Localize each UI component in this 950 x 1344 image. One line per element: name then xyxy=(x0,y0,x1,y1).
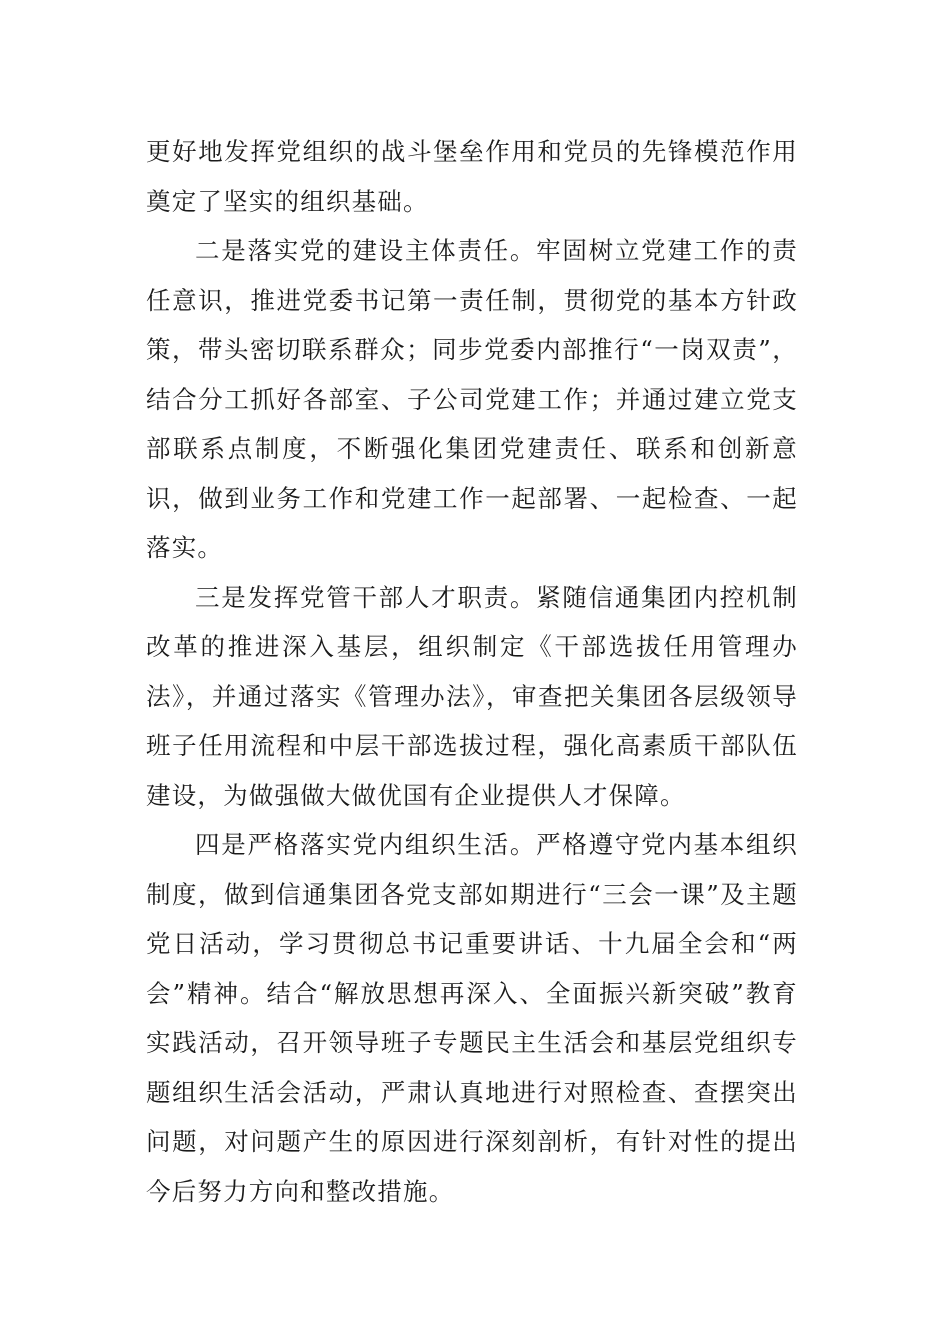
paragraph-cadre-talent-management: 三是发挥党管干部人才职责。紧随信通集团内控机制改革的推进深入基层，组织制定《干部选拔任用管理办法》，并通过落实《管理办法》，审查把关集团各层级领导班子任用流程和中层干部选拔过程，强化高素质干部队伍建设，为做强做大做优国有企业提供人才保障。 xyxy=(146,582,798,810)
document-body xyxy=(146,127,798,1216)
paragraph-party-building-responsibility: 二是落实党的建设主体责任。牢固树立党建工作的责任意识，推进党委书记第一责任制，贯彻党的基本方针政策，带头密切联系群众；同步党委内部推行“一岗双责”，结合分工抓好各部室、子公司党建工作；并通过建立党支部联系点制度，不断强化集团党建责任、联系和创新意识，做到业务工作和党建工作一起部署、一起检查、一起落实。 xyxy=(146,236,798,562)
paragraph-continuation: 更好地发挥党组织的战斗堡垒作用和党员的先锋模范作用奠定了坚实的组织基础。 xyxy=(146,137,798,216)
paragraph-organizational-life: 四是严格落实党内组织生活。严格遵守党内基本组织制度，做到信通集团各党支部如期进行“三会一课”及主题党日活动，学习贯彻总书记重要讲话、十九届全会和“两会”精神。结合“解放思想再深入、全面振兴新突破”教育实践活动，召开领导班子专题民主生活会和基层党组织专题组织生活会活动，严肃认真地进行对照检查、查摆突出问题，对问题产生的原因进行深刻剖析，有针对性的提出今后努力方向和整改措施。 xyxy=(146,830,798,1206)
